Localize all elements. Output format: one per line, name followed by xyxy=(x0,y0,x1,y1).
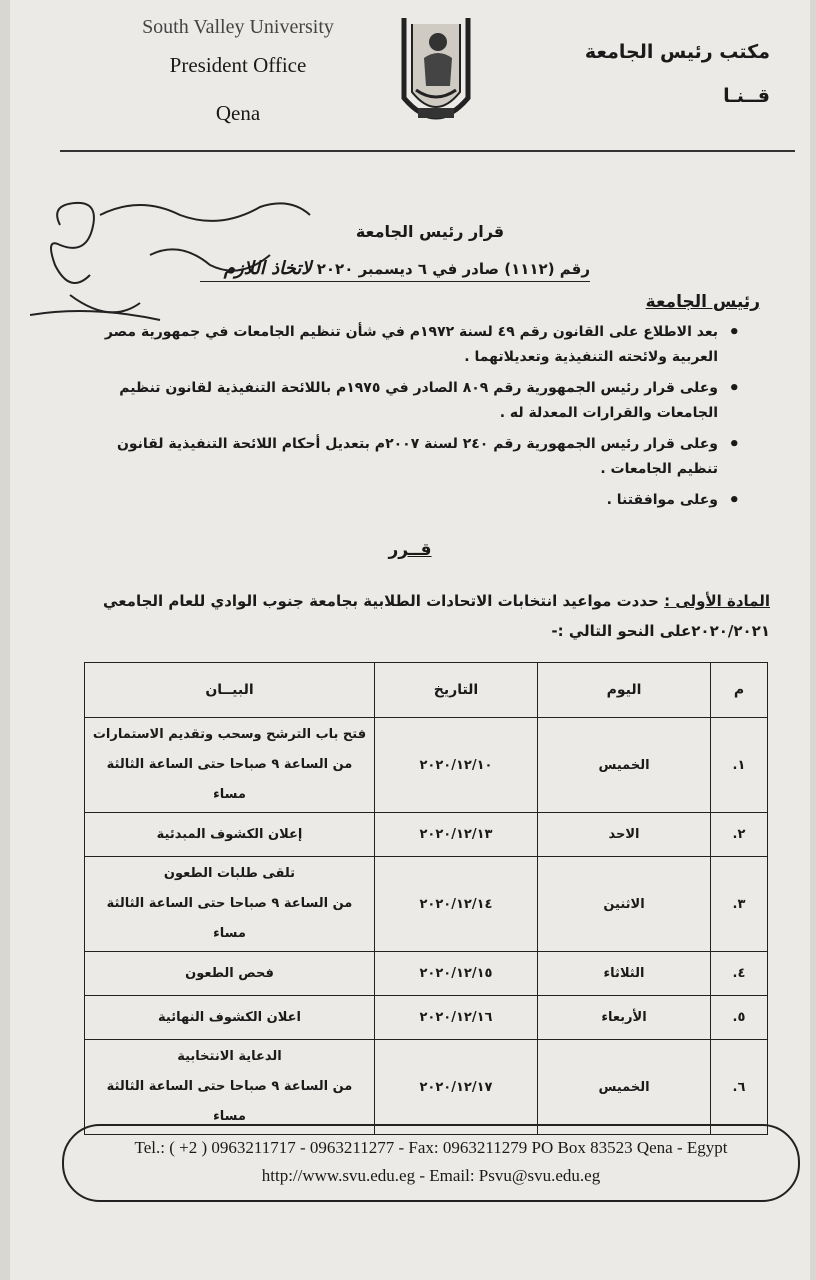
row-description xyxy=(85,952,375,996)
schedule-table xyxy=(84,662,768,1135)
table-row xyxy=(85,718,768,813)
row-day: الثلاثاء xyxy=(538,952,711,996)
header-num: م xyxy=(711,663,768,718)
row-description xyxy=(85,1040,375,1135)
row-day: الخميس xyxy=(538,718,711,813)
row-date: ٢٠٢٠/١٢/١٣ xyxy=(375,813,538,857)
article-text: حددت مواعيد انتخابات الاتحادات الطلابية بجامعة جنوب الوادي للعام الجامعي ٢٠٢٠/٢٠٢١على النحو التالي :- xyxy=(103,592,770,640)
decision-title: قرار رئيس الجامعة xyxy=(355,222,505,241)
university-seal-icon xyxy=(396,12,476,142)
preamble-item: • وعلى قرار رئيس الجمهورية رقم ٢٤٠ لسنة ٢٠٠٧م بتعديل أحكام اللائحة التنفيذية لقانون تنظيم الجامعات . xyxy=(95,432,740,482)
row-day: الأربعاء xyxy=(538,996,711,1040)
decided-heading: قــرر xyxy=(388,540,432,560)
row-num: ٦. xyxy=(711,1040,768,1135)
row-description xyxy=(85,857,375,952)
desc-line: الدعاية الانتخابية xyxy=(177,1049,282,1064)
desc-line: إعلان الكشوف المبدئية xyxy=(156,826,303,842)
row-date: ٢٠٢٠/١٢/١٠ xyxy=(375,718,538,813)
desc-line: من الساعة ٩ صباحا حتى الساعة الثالثة مساء xyxy=(106,757,353,802)
decision-number: رقم (١١١٢) صادر في ٦ ديسمبر ٢٠٢٠ xyxy=(316,260,590,278)
desc-line: تلقى طلبات الطعون xyxy=(163,866,296,881)
header-arabic xyxy=(555,30,770,118)
city-name-en: Qena xyxy=(215,101,261,125)
footer-web-line: http://www.svu.edu.eg - Email: Psvu@svu.edu.eg xyxy=(261,1166,601,1185)
row-description xyxy=(85,813,375,857)
office-name-ar: مكتب رئيس الجامعة xyxy=(584,41,770,63)
desc-line: فحص الطعون xyxy=(185,965,274,981)
table-row xyxy=(85,996,768,1040)
row-date: ٢٠٢٠/١٢/١٧ xyxy=(375,1040,538,1135)
preamble-item: • وعلى موافقتنا . xyxy=(95,488,740,513)
header-date: التاريخ xyxy=(375,663,538,718)
contact-footer xyxy=(62,1124,800,1202)
table-header-row xyxy=(85,663,768,718)
row-num: ١. xyxy=(711,718,768,813)
desc-line: اعلان الكشوف النهائية xyxy=(158,1009,301,1025)
decision-reference xyxy=(200,258,590,282)
table-row xyxy=(85,857,768,952)
president-heading: رئيس الجامعة xyxy=(645,292,760,312)
table-row xyxy=(85,1040,768,1135)
article-label: المادة الأولى : xyxy=(664,592,770,610)
header-day: اليوم xyxy=(538,663,711,718)
city-name-ar: قــنـا xyxy=(723,85,770,107)
row-date: ٢٠٢٠/١٢/١٦ xyxy=(375,996,538,1040)
row-day: الاحد xyxy=(538,813,711,857)
row-description xyxy=(85,996,375,1040)
row-description xyxy=(85,718,375,813)
row-date: ٢٠٢٠/١٢/١٥ xyxy=(375,952,538,996)
preamble-list xyxy=(95,320,740,519)
row-num: ٣. xyxy=(711,857,768,952)
header-description: البيــان xyxy=(85,663,375,718)
row-date: ٢٠٢٠/١٢/١٤ xyxy=(375,857,538,952)
desc-line: من الساعة ٩ صباحا حتى الساعة الثالثة مساء xyxy=(106,896,353,941)
header-english xyxy=(118,18,358,128)
row-num: ٢. xyxy=(711,813,768,857)
header-divider xyxy=(60,150,795,152)
preamble-item: • بعد الاطلاع على القانون رقم ٤٩ لسنة ١٩٧٢م في شأن تنظيم الجامعات في جمهورية مصر العربية ولائحته التنفيذية وتعديلاتهما . xyxy=(95,320,740,370)
row-day: الخميس xyxy=(538,1040,711,1135)
row-num: ٤. xyxy=(711,952,768,996)
desc-line: فتح باب الترشح وسحب وتقديم الاستمارات xyxy=(92,727,367,742)
table-row xyxy=(85,952,768,996)
office-name-en: President Office xyxy=(169,53,307,77)
footer-phone-line: Tel.: ( +2 ) 0963211717 - 0963211277 - Fax: 0963211279 PO Box 83523 Qena - Egypt xyxy=(134,1138,728,1157)
row-day: الاثنين xyxy=(538,857,711,952)
article-one xyxy=(80,586,770,646)
preamble-item: • وعلى قرار رئيس الجمهورية رقم ٨٠٩ الصادر في ١٩٧٥م باللائحة التنفيذية لقانون تنظيم الجامعات والقرارات المعدلة له . xyxy=(95,376,740,426)
university-name-en: South Valley University xyxy=(142,16,334,38)
table-row xyxy=(85,813,768,857)
handwritten-note: لاتخاذ اللازم xyxy=(223,258,312,279)
desc-line: من الساعة ٩ صباحا حتى الساعة الثالثة مساء xyxy=(106,1079,353,1124)
row-num: ٥. xyxy=(711,996,768,1040)
